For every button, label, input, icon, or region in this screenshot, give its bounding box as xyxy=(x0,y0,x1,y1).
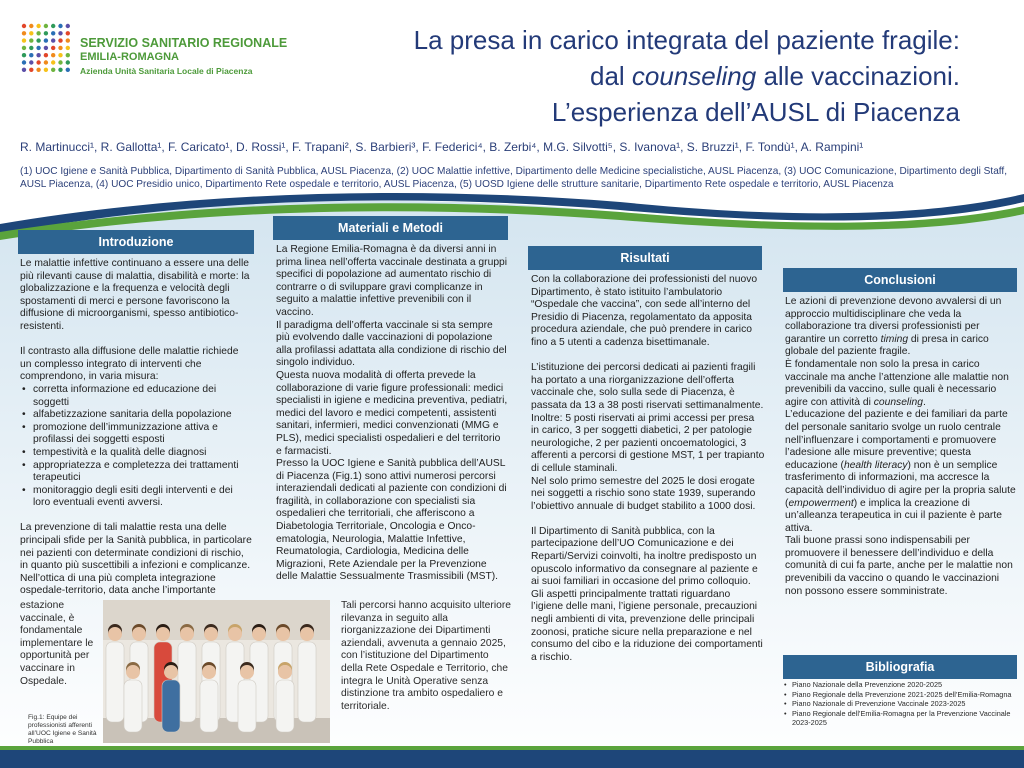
introduction-text xyxy=(20,258,252,598)
results-paragraph-3: Inoltre: 5 posti riservati ai primi accessi per presa in carico, 3 per soggetti diabetici, 2 per patologie neurologiche, 2 per pazienti oncoematologici, 3 afferenti a percorsi di gestione MST, 1 per trapianto di cellule staminali. xyxy=(531,412,765,474)
title-line-2-emphasis: counseling xyxy=(631,61,757,91)
list-item: • Piano Nazionale di Prevenzione Vaccinale 2023-2025 xyxy=(782,699,1020,709)
section-header-bibliografia: Bibliografia xyxy=(783,655,1017,679)
conclusions-p3-emphasis-2: empowerment xyxy=(788,497,854,509)
logo-dot-grid-icon xyxy=(20,22,72,74)
list-item: • Piano Nazionale della Prevenzione 2020-2025 xyxy=(782,680,1020,690)
list-item: • Piano Regionale della Prevenzione 2021-2025 dell’Emilia-Romagna xyxy=(782,690,1020,700)
conclusions-p3-mid: ) non è un semplice trasferimento di informazioni, ma accresce la capacità dell’individuo di agire per la propria salute ( xyxy=(785,459,1016,509)
results-paragraph-2: L’istituzione dei percorsi dedicati ai pazienti fragili ha portato a una riorganizzazione dell’offerta vaccinale che, solo sulla sede di Piacenza, è passata da 13 a 38 posti riservati settimanalmente. xyxy=(531,362,764,411)
conclusions-paragraph-1 xyxy=(785,296,1017,359)
section-header-introduzione: Introduzione xyxy=(18,230,254,254)
logo-line-3: Azienda Unità Sanitaria Locale di Piacenza xyxy=(80,66,253,76)
regional-health-service-logo xyxy=(20,22,288,78)
results-paragraph-1: Con la collaborazione dei professionisti del nuovo Dipartimento, è stato istituito l’ambulatorio “Ospedale che vaccina”, con sede all’interno del Presidio di Piacenza, regolamentato da apposita procedura aziendale, che può prendere in carico fino a 5 utenti a cadenza bisettimanale. xyxy=(531,274,758,348)
intro-paragraph-3: La prevenzione di tali malattie resta una delle principali sfide per la Sanità pubblica, in particolare nei pazienti con determinate condizioni di rischio, in quanto più suscettibili a infezioni e complicanze. xyxy=(20,522,252,572)
bibliography-list xyxy=(782,680,1020,728)
list-item: • tempestività e la qualità delle diagnosi xyxy=(20,447,252,460)
intro-paragraph-tail: estazione vaccinale, è fondamentale implementare le opportunità per vaccinare in Ospedale. xyxy=(20,600,94,687)
bottom-decorative-bar xyxy=(0,746,1024,768)
poster-title xyxy=(360,22,960,130)
logo-line-1: SERVIZIO SANITARIO REGIONALE xyxy=(80,36,288,50)
team-photo-illustration xyxy=(103,600,330,743)
conclusions-p1-pre: Le azioni di prevenzione devono avvalersi di un approccio multidisciplinare che veda la collaborazione tra diversi professionisti per garantire un corretto xyxy=(785,296,1002,345)
section-header-materiali-e-metodi: Materiali e Metodi xyxy=(273,216,508,240)
photo-caption: Fig.1: Equipe dei professionisti afferenti all’UOC Igiene e Sanità Pubblica xyxy=(28,714,97,745)
conclusions-p2-post: . xyxy=(922,396,926,408)
section-header-conclusioni: Conclusioni xyxy=(783,268,1017,292)
methods-paragraph-2: Il paradigma dell’offerta vaccinale si sta sempre più evolvendo dalle vaccinazioni di popolazione alla profilassi adattata alla condizione di rischio del singolo individuo. xyxy=(276,319,507,369)
conclusions-p3-pre: L’educazione del paziente e dei familiari da parte del personale sanitario svolge un ruolo centrale nell’influenzare i comportamenti e promuovere l’adesione alle misure preventive; questa educazione ( xyxy=(785,409,1008,471)
list-item: • alfabetizzazione sanitaria della popolazione xyxy=(20,409,252,422)
conclusions-p1-post: di presa in carico globale del paziente fragile. xyxy=(785,333,989,358)
results-text xyxy=(531,274,765,664)
list-item: • monitoraggio degli esiti degli interventi e dei loro eventuali eventi avversi. xyxy=(20,485,252,510)
title-line-3: L’esperienza dell’AUSL di Piacenza xyxy=(551,97,960,127)
conclusions-text xyxy=(785,296,1017,598)
methods-text xyxy=(276,244,508,584)
methods-paragraph-1: La Regione Emilia-Romagna è da diversi anni in prima linea nell’offerta vaccinale destinata a gruppi specifici di popolazione ad aumentato rischio di contrarre o di sviluppare gravi complicanze in seguito a malattie infettive prevenibili con il vaccino. xyxy=(276,244,508,318)
methods-paragraph-3: Questa nuova modalità di offerta prevede la collaborazione di varie figure professionali: medici specialisti in igiene e medicina preventiva, pediatri, medici del lavoro e medici competenti, assistenti sanitari, infermieri, medici convenzionati (MMG e PLS), medici specialisti ospedalieri e del territorio e farmacisti. xyxy=(276,369,508,457)
list-item: • corretta informazione ed educazione dei soggetti xyxy=(20,384,252,409)
conclusions-paragraph-4: Tali buone prassi sono indispensabili per promuovere il benessere dell’individuo e della comunità di cui fa parte, anche per le malattie non prevenibili da vaccino o quando le vaccinazioni non possono essere somministrate. xyxy=(785,535,1013,597)
methods-paragraph-4: Presso la UOC Igiene e Sanità pubblica dell’AUSL di Piacenza (Fig.1) sono attivi numerosi percorsi interaziendali dedicati al paziente con condizioni di fragilità, in collaborazione con specialisti sia ospedalieri che territoriali, che afferiscono a Diabetologia Territoriale, Oncologia e Onco-ematologia, Neurologia, Malattie Infettive, Reumatologia, Cardiologia, Medicina delle Migrazioni, Rete Aziendale per la Prevenzione delle Malattie Sessualmente Trasmissibili (MST). xyxy=(276,458,507,583)
results-paragraph-5: Il Dipartimento di Sanità pubblica, con la partecipazione dell’UO Comunicazione e dei Reparti/Servizi coinvolti, ha inoltre predisposto un opuscolo informativo da consegnare al paziente e ai suoi familiari in occasione del primo colloquio. Gli aspetti principalmente trattati riguardano l’igiene delle mani, l’igiene personale, precauzioni negli ambienti di vita, prevenzione delle principali zoonosi, pratiche sicure nella preparazione e nel consumo del cibo e la riduzione dei comportamenti a rischio. xyxy=(531,525,763,663)
intro-paragraph-4: Nell’ottica di una più completa integrazione ospedale-territorio, data anche l’importante xyxy=(20,572,216,597)
title-line-2-pre: dal xyxy=(589,61,632,91)
logo-line-2: EMILIA-ROMAGNA xyxy=(80,51,179,63)
team-photo xyxy=(103,600,330,743)
author-list: R. Martinucci¹, R. Gallotta¹, F. Caricato¹, D. Rossi¹, F. Trapani², S. Barbieri³, F. Federici⁴, B. Zerbi⁴, M.G. Silvotti⁵, S. Ivanova¹, S. Bruzzi¹, F. Tondù¹, A. Rampini¹ xyxy=(20,140,864,154)
methods-paragraph-tail: Tali percorsi hanno acquisito ulteriore rilevanza in seguito alla riorganizzazione dei Dipartimenti aziendali, avvenuta a gennaio 2025, con l’istituzione del Dipartimento della Rete Ospedale e Territorio, che integra le Unità Operative senza distinzione tra ambito ospedaliero e territoriale. xyxy=(341,600,511,712)
affiliation-list: (1) UOC Igiene e Sanità Pubblica, Dipartimento di Sanità Pubblica, AUSL Piacenza, (2) UOC Malattie infettive, Dipartimento delle Medicine specialistiche, AUSL Piacenza, (3) UOC Comunicazione, Dipartimento degli Staff, AUSL Piacenza, (4) UOC Presidio unico, Dipartimento Rete ospedale e territorio, AUSL Piacenza, (5) UOSD Igiene delle strutture sanitarie, Dipartimento Rete ospedale e territorio, AUSL Piacenza xyxy=(20,166,1008,190)
conclusions-paragraph-3 xyxy=(785,409,1017,535)
list-item: • appropriatezza e completezza dei trattamenti terapeutici xyxy=(20,460,252,485)
conclusions-p2-pre: È fondamentale non solo la presa in carico vaccinale ma anche l’attenzione alle malattie non prevenibili da vaccino, sulle quali è necessario agire con attività di xyxy=(785,358,1009,408)
conclusions-p3-emphasis-1: health literacy xyxy=(843,459,908,471)
conclusions-p3-post: ) e implica la creazione di un’alleanza terapeutica in cui il paziente è parte attiva. xyxy=(785,497,1002,534)
conclusions-p1-emphasis: timing xyxy=(880,333,909,345)
intro-paragraph-1: Le malattie infettive continuano a essere una delle più rilevanti cause di malattia, disabilità e morte: la globalizzazione e la frequenza e velocità degli spostamenti di merci e persone favoriscono la diffusione di microorganismi, spesso antibiotico-resistenti. xyxy=(20,258,250,332)
section-header-risultati: Risultati xyxy=(528,246,762,270)
intro-paragraph-2: Il contrasto alla diffusione delle malattie richiede un complesso integrato di interventi che comprendono, in varia misura: xyxy=(20,346,239,383)
title-line-2-post: alle vaccinazioni. xyxy=(756,61,960,91)
results-paragraph-4: Nel solo primo semestre del 2025 le dosi erogate nei soggetti a rischio sono state 1939, superando l’obiettivo annuale di budget stabilito a 1000 dosi. xyxy=(531,475,756,512)
conclusions-p2-emphasis: counseling xyxy=(873,396,923,408)
title-line-2 xyxy=(360,58,960,94)
title-line-1: La presa in carico integrata del paziente fragile: xyxy=(413,25,960,55)
list-item: • Piano Regionale dell’Emilia-Romagna per la Prevenzione Vaccinale 2023-2025 xyxy=(782,709,1020,728)
list-item: • promozione dell’immunizzazione attiva e profilassi dei soggetti esposti xyxy=(20,422,252,447)
intro-bullet-list xyxy=(20,384,252,510)
conclusions-paragraph-2 xyxy=(785,359,1017,409)
